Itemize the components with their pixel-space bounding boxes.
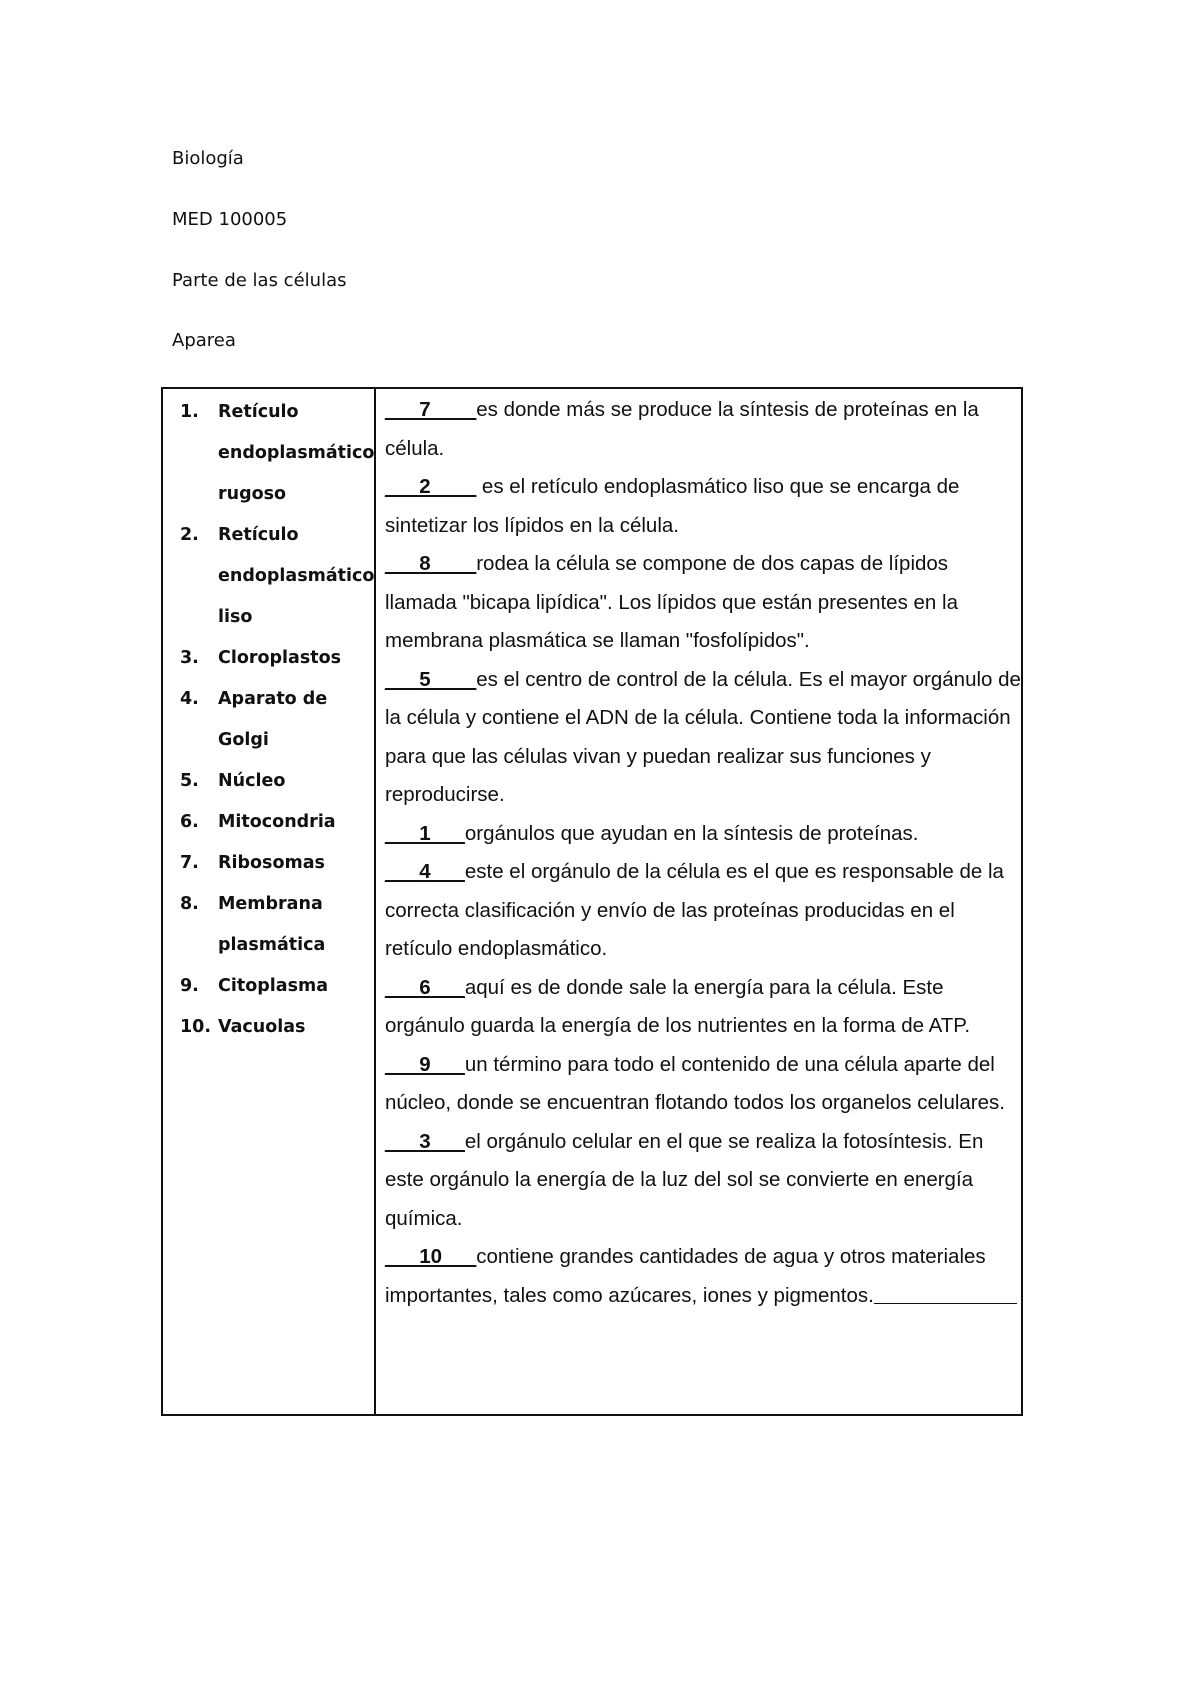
definition-item	[385, 545, 1021, 661]
definition-item	[385, 815, 1021, 854]
answer-number: 6	[419, 975, 431, 999]
term-item	[163, 1007, 368, 1048]
term-number: 1.	[180, 402, 199, 422]
term-text-line: Citoplasma	[218, 976, 329, 996]
table-top-border-left	[163, 387, 374, 389]
definition-item	[385, 853, 1021, 969]
blank-trailing: ____	[430, 667, 477, 691]
term-item	[163, 761, 368, 802]
term-text-line: rugoso	[218, 484, 287, 504]
answer-blank[interactable]	[385, 398, 476, 421]
blank-trailing: ____	[430, 398, 477, 421]
term-text-line: endoplasmático	[218, 566, 375, 586]
topic-title: Parte de las células	[172, 270, 347, 291]
answer-number: 10	[419, 1245, 443, 1268]
term-text-line: Cloroplastos	[218, 648, 342, 668]
answer-number: 1	[419, 821, 431, 845]
term-text-line: plasmática	[218, 935, 326, 955]
answer-blank[interactable]	[385, 1053, 465, 1076]
blank-leading: ___	[385, 398, 420, 421]
definition-text: el orgánulo celular en el que se realiza la fotosíntesis. En este orgánulo la energía de la luz del sol se convierte en energía química.	[385, 1129, 984, 1230]
blank-leading: ___	[385, 1245, 420, 1268]
definition-text: es el centro de control de la célula. Es el mayor orgánulo de la célula y contiene el ADN de la célula. Contiene toda la información para que las células vivan y puedan realizar sus funciones y reproducirse.	[385, 667, 1021, 806]
term-text-line: Retículo	[218, 402, 299, 422]
blank-leading: ___	[385, 475, 420, 498]
answer-blank[interactable]	[385, 822, 465, 845]
term-text-line: endoplasmático	[218, 443, 375, 463]
term-text-line: Retículo	[218, 525, 299, 545]
term-number: 7.	[180, 853, 199, 873]
term-number: 8.	[180, 894, 199, 914]
blank-trailing: ___	[442, 1245, 477, 1268]
blank-leading: ___	[385, 552, 420, 575]
term-number: 5.	[180, 771, 199, 791]
term-number: 2.	[180, 525, 199, 545]
term-number: 6.	[180, 812, 199, 832]
term-text-line: Aparato de	[218, 689, 328, 709]
term-text-line: Mitocondria	[218, 812, 336, 832]
term-text-line: Membrana	[218, 894, 323, 914]
term-text-line: Golgi	[218, 730, 269, 750]
column-divider	[374, 389, 376, 1414]
definition-item	[385, 969, 1021, 1046]
terms-list	[163, 392, 375, 1048]
term-item	[163, 884, 368, 966]
blank-trailing: ___	[430, 1052, 465, 1076]
answer-number: 5	[419, 667, 431, 691]
term-text-line: liso	[218, 607, 253, 627]
blank-trailing: ____	[430, 552, 477, 575]
course-code: MED 100005	[172, 209, 288, 230]
answer-blank[interactable]	[385, 976, 465, 999]
definition-item	[385, 391, 1021, 468]
blank-leading: ___	[385, 1129, 420, 1153]
blank-trailing: ___	[430, 860, 465, 883]
term-number: 3.	[180, 648, 199, 668]
answer-blank[interactable]	[385, 1245, 476, 1268]
blank-leading: ___	[385, 975, 420, 999]
term-text-line: Núcleo	[218, 771, 286, 791]
term-item	[163, 843, 368, 884]
matching-table	[161, 387, 1023, 1416]
answer-blank[interactable]	[385, 860, 465, 883]
term-item	[163, 638, 368, 679]
term-item	[163, 802, 368, 843]
blank-leading: ___	[385, 1052, 420, 1076]
answer-number: 7	[419, 398, 431, 421]
answer-number: 4	[419, 860, 431, 883]
definition-text: este el orgánulo de la célula es el que es responsable de la correcta clasificación y envío de las proteínas producidas en el retículo endoplasmático.	[385, 860, 1004, 960]
term-item	[163, 392, 375, 515]
term-number: 9.	[180, 976, 199, 996]
blank-leading: ___	[385, 667, 420, 691]
blank-trailing: ___	[430, 821, 465, 845]
term-number: 10.	[180, 1017, 212, 1037]
answer-blank[interactable]	[385, 1130, 465, 1153]
definition-text: es donde más se produce la síntesis de proteínas en la célula.	[385, 398, 979, 460]
term-item	[163, 679, 368, 761]
definition-item	[385, 1123, 1021, 1239]
definition-text: rodea la célula se compone de dos capas de lípidos llamada "bicapa lipídica". Los lípidos que están presentes en la membrana plasmática se llaman "fosfolípidos".	[385, 552, 958, 652]
definitions-column	[385, 391, 1021, 1315]
blank-leading: ___	[385, 860, 420, 883]
trailing-underline	[874, 1302, 1017, 1304]
answer-number: 8	[419, 552, 431, 575]
definition-item	[385, 1046, 1021, 1123]
subject-label: Biología	[172, 148, 244, 169]
term-number: 4.	[180, 689, 199, 709]
blank-trailing: ___	[430, 975, 465, 999]
definition-text: es el retículo endoplasmático liso que se encarga de sintetizar los lípidos en la célula.	[385, 475, 960, 537]
answer-blank[interactable]	[385, 668, 476, 691]
answer-number: 2	[419, 475, 431, 498]
definition-text: un término para todo el contenido de una célula aparte del núcleo, donde se encuentran flotando todos los organelos celulares.	[385, 1052, 1005, 1114]
definition-item	[385, 661, 1021, 815]
definition-item	[385, 468, 1021, 545]
definition-text: contiene grandes cantidades de agua y otros materiales importantes, tales como azúcares, iones y pigmentos.	[385, 1245, 986, 1307]
answer-blank[interactable]	[385, 552, 476, 575]
blank-trailing: ____	[430, 475, 477, 498]
answer-blank[interactable]	[385, 475, 476, 498]
term-item	[163, 966, 368, 1007]
definition-text: orgánulos que ayudan en la síntesis de proteínas.	[464, 821, 919, 845]
definition-item	[385, 1238, 1021, 1315]
answer-number: 9	[419, 1052, 431, 1076]
term-item	[163, 515, 375, 638]
blank-trailing: ___	[430, 1129, 465, 1153]
answer-number: 3	[419, 1129, 431, 1153]
instruction-label: Aparea	[172, 330, 236, 351]
blank-leading: ___	[385, 821, 420, 845]
term-text-line: Vacuolas	[218, 1017, 306, 1037]
definition-text: aquí es de donde sale la energía para la célula. Este orgánulo guarda la energía de los nutrientes en la forma de ATP.	[385, 975, 971, 1037]
term-text-line: Ribosomas	[218, 853, 325, 873]
